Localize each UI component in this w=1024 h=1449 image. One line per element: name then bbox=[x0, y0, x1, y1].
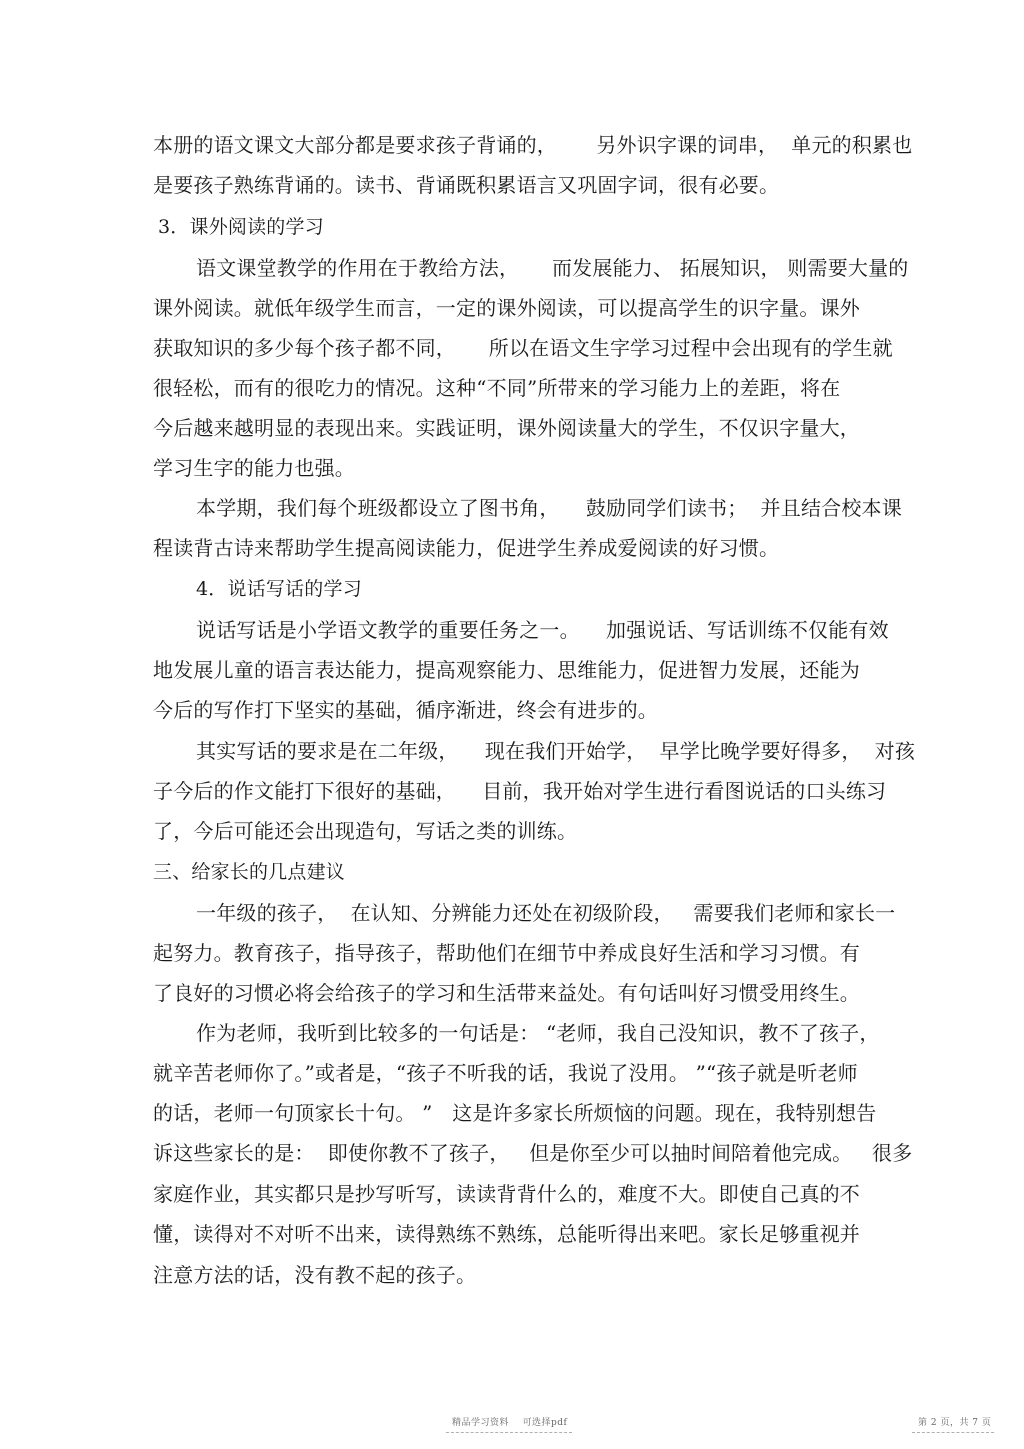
paragraph-line: 说话写话是小学语文教学的重要任务之一。 加强说话、写话训练不仅能有效 bbox=[196, 618, 889, 642]
paragraph-line: 本册的语文课文大部分都是要求孩子背诵的， 另外识字课的词串， 单元的积累也 bbox=[153, 133, 913, 157]
paragraph-line: 家庭作业，其实都只是抄写听写，读读背背什么的，难度不大。即使自己真的不 bbox=[153, 1182, 860, 1206]
paragraph-line: 获取知识的多少每个孩子都不同， 所以在语文生字学习过程中会出现有的学生就 bbox=[153, 336, 893, 360]
paragraph-line: 就辛苦老师你了。”或者是，“孩子不听我的话，我说了没用。 ”“孩子就是听老师 bbox=[153, 1061, 858, 1085]
paragraph-line: 注意方法的话，没有教不起的孩子。 bbox=[153, 1263, 477, 1287]
footer-divider bbox=[446, 1432, 572, 1433]
paragraph-line: 程读背古诗来帮助学生提高阅读能力，促进学生养成爱阅读的好习惯。 bbox=[153, 536, 780, 560]
paragraph-line: 作为老师，我听到比较多的一句话是： “老师，我自己没知识，教不了孩子， bbox=[196, 1021, 880, 1045]
paragraph-line: 地发展儿童的语言表达能力，提高观察能力、思维能力，促进智力发展，还能为 bbox=[153, 658, 860, 682]
paragraph-line: 子今后的作文能打下很好的基础， 目前，我开始对学生进行看图说话的口头练习 bbox=[153, 779, 887, 803]
paragraph-line: 学习生字的能力也强。 bbox=[153, 456, 355, 480]
paragraph-line: 课外阅读。就低年级学生而言，一定的课外阅读，可以提高学生的识字量。课外 bbox=[153, 296, 860, 320]
paragraph-line: 一年级的孩子， 在认知、分辨能力还处在初级阶段， 需要我们老师和家长一 bbox=[196, 901, 896, 925]
section-heading: 三、给家长的几点建议 bbox=[153, 861, 346, 883]
paragraph-line: 的话，老师一句顶家长十句。 ” 这是许多家长所烦恼的问题。现在，我特别想告 bbox=[153, 1101, 877, 1125]
paragraph-line: 今后的写作打下坚实的基础，循序渐进，终会有进步的。 bbox=[153, 698, 658, 722]
paragraph-line: 了，今后可能还会出现造句，写话之类的训练。 bbox=[153, 819, 578, 843]
section-heading: 4．说话写话的学习 bbox=[196, 578, 362, 600]
paragraph-line: 了良好的习惯必将会给孩子的学习和生活带来益处。有句话叫好习惯受用终生。 bbox=[153, 981, 860, 1005]
paragraph-line: 起努力。教育孩子，指导孩子，帮助他们在细节中养成良好生活和学习习惯。有 bbox=[153, 941, 860, 965]
paragraph-line: 诉这些家长的是： 即使你教不了孩子， 但是你至少可以抽时间陪着他完成。 很多 bbox=[153, 1141, 913, 1165]
footer-watermark: 精品学习资料 可选择pdf bbox=[452, 1418, 568, 1428]
paragraph-line: 其实写话的要求是在二年级， 现在我们开始学， 早学比晚学要好得多， 对孩 bbox=[196, 739, 916, 763]
footer-divider bbox=[912, 1432, 994, 1433]
paragraph-line: 是要孩子熟练背诵的。读书、背诵既积累语言又巩固字词，很有必要。 bbox=[153, 173, 780, 197]
paragraph-line: 本学期，我们每个班级都设立了图书角， 鼓励同学们读书； 并且结合校本课 bbox=[196, 496, 902, 520]
page-number: 第 2 页，共 7 页 bbox=[918, 1418, 992, 1428]
section-heading: 3．课外阅读的学习 bbox=[158, 216, 324, 238]
paragraph-line: 很轻松，而有的很吃力的情况。这种“不同”所带来的学习能力上的差距，将在 bbox=[153, 376, 841, 400]
paragraph-line: 语文课堂教学的作用在于教给方法， 而发展能力、 拓展知识， 则需要大量的 bbox=[196, 256, 909, 280]
paragraph-line: 懂，读得对不对听不出来，读得熟练不熟练，总能听得出来吧。家长足够重视并 bbox=[153, 1222, 860, 1246]
paragraph-line: 今后越来越明显的表现出来。实践证明，课外阅读量大的学生，不仅识字量大， bbox=[153, 416, 860, 440]
